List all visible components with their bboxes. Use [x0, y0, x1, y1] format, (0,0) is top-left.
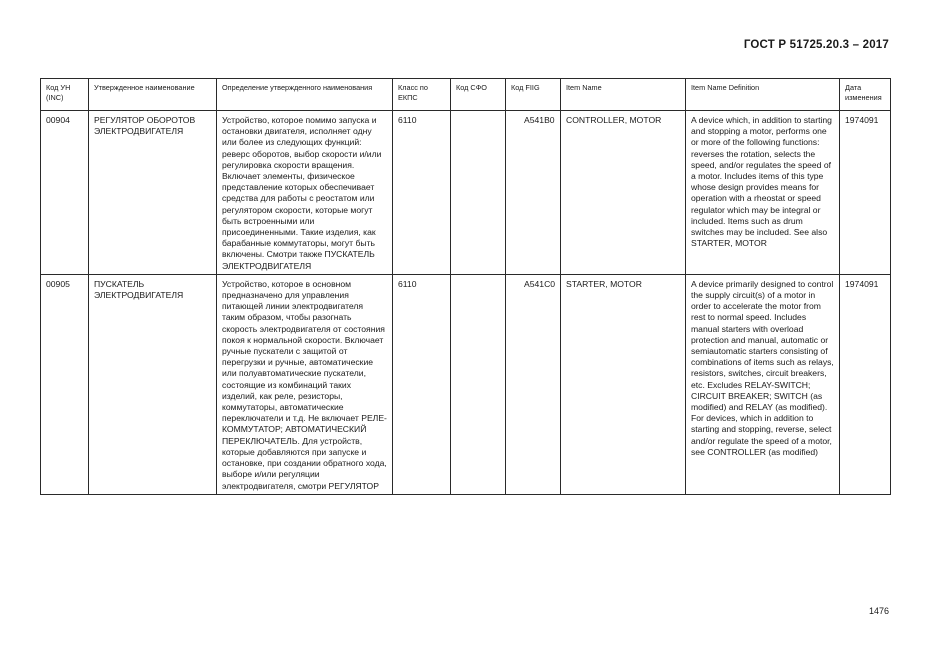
cell-item-name: STARTER, MOTOR [561, 274, 686, 494]
col-header-approved-name: Утвержденное наименование [89, 79, 217, 111]
cell-item-definition: A device primarily designed to control the supply circuit(s) of a motor in order to accelerate the motor from rest to normal speed. Includes manual starters with overload protection and manual, automatic or semiautomatic starters consisting of combinations of items such as relays, resistors, switches, circuit breakers, etc. Excludes RELAY-SWITCH; CIRCUIT BREAKER; SWITCH (as modified) and RELAY (as modified). For devices, which in addition to starting and stopping, reverse, select and/or regulate the speed of a motor, see CONTROLLER (as modified) [686, 274, 840, 494]
cell-approved-name: РЕГУЛЯТОР ОБОРОТОВ ЭЛЕКТРОДВИГАТЕЛЯ [89, 111, 217, 275]
col-header-fiig: Код FIIG [506, 79, 561, 111]
cell-fiig: A541B0 [506, 111, 561, 275]
cell-definition: Устройство, которое помимо запуска и остановки двигателя, исполняет одну или более из следующих функций: реверс оборотов, выбор скорости и/или регулировка скорости вращения. Включает элементы, физическое представление которых обеспечивает средства для работы с реостатом или регулятором скорости, которые могут быть встроенными или присоединенными. Такие изделия, как барабанные коммутаторы, могут быть включены. Смотри также ПУСКАТЕЛЬ ЭЛЕКТРОДВИГАТЕЛЯ [217, 111, 393, 275]
table-row [41, 274, 891, 494]
cell-item-name: CONTROLLER, MOTOR [561, 111, 686, 275]
col-header-inc: Код УН (INC) [41, 79, 89, 111]
cell-sfo [451, 111, 506, 275]
cell-class: 6110 [393, 274, 451, 494]
cell-approved-name: ПУСКАТЕЛЬ ЭЛЕКТРОДВИГАТЕЛЯ [89, 274, 217, 494]
cell-inc: 00904 [41, 111, 89, 275]
page-number: 1476 [868, 606, 889, 616]
table-header-row [41, 79, 891, 111]
col-header-class: Класс по ЕКПС [393, 79, 451, 111]
table-row [41, 111, 891, 275]
cell-inc: 00905 [41, 274, 89, 494]
cell-class: 6110 [393, 111, 451, 275]
col-header-definition: Определение утвержденного наименования [217, 79, 393, 111]
cell-item-definition: A device which, in addition to starting and stopping a motor, performs one or more of the following functions: reverses the rotation, selects the speed, and/or regulates the speed of a motor. Includes items of this type whose design provides means for operation with a rheostat or speed regulator which may be integral or included. Items such as drum switches may be included. See also STARTER, MOTOR [686, 111, 840, 275]
col-header-item-name: Item Name [561, 79, 686, 111]
cell-date: 1974091 [840, 111, 891, 275]
document-code: ГОСТ Р 51725.20.3 – 2017 [743, 39, 889, 51]
cell-fiig: A541C0 [506, 274, 561, 494]
cell-sfo [451, 274, 506, 494]
col-header-date: Дата изменения [840, 79, 891, 111]
col-header-item-definition: Item Name Definition [686, 79, 840, 111]
col-header-sfo: Код СФО [451, 79, 506, 111]
cell-definition: Устройство, которое в основном предназначено для управления питающей линии электродвигателя таким образом, чтобы разогнать скорость электродвигателя от состояния покоя к нормальной скорости. Включает ручные пускатели с защитой от перегрузки и ручные, автоматические или полуавтоматические пускатели, состоящие из комбинаций таких изделий, как реле, резисторы, коммутаторы, автоматические переключатели и т.д. Не включает РЕЛЕ-КОММУТАТОР; АВТОМАТИЧЕСКИЙ ПЕРЕКЛЮЧАТЕЛЬ. Для устройств, которые добавляются при запуске и остановке, при создании обратного хода, выборе и/или регуляции электродвигателя, смотри РЕГУЛЯТОР [217, 274, 393, 494]
terms-table [40, 78, 891, 495]
cell-date: 1974091 [840, 274, 891, 494]
